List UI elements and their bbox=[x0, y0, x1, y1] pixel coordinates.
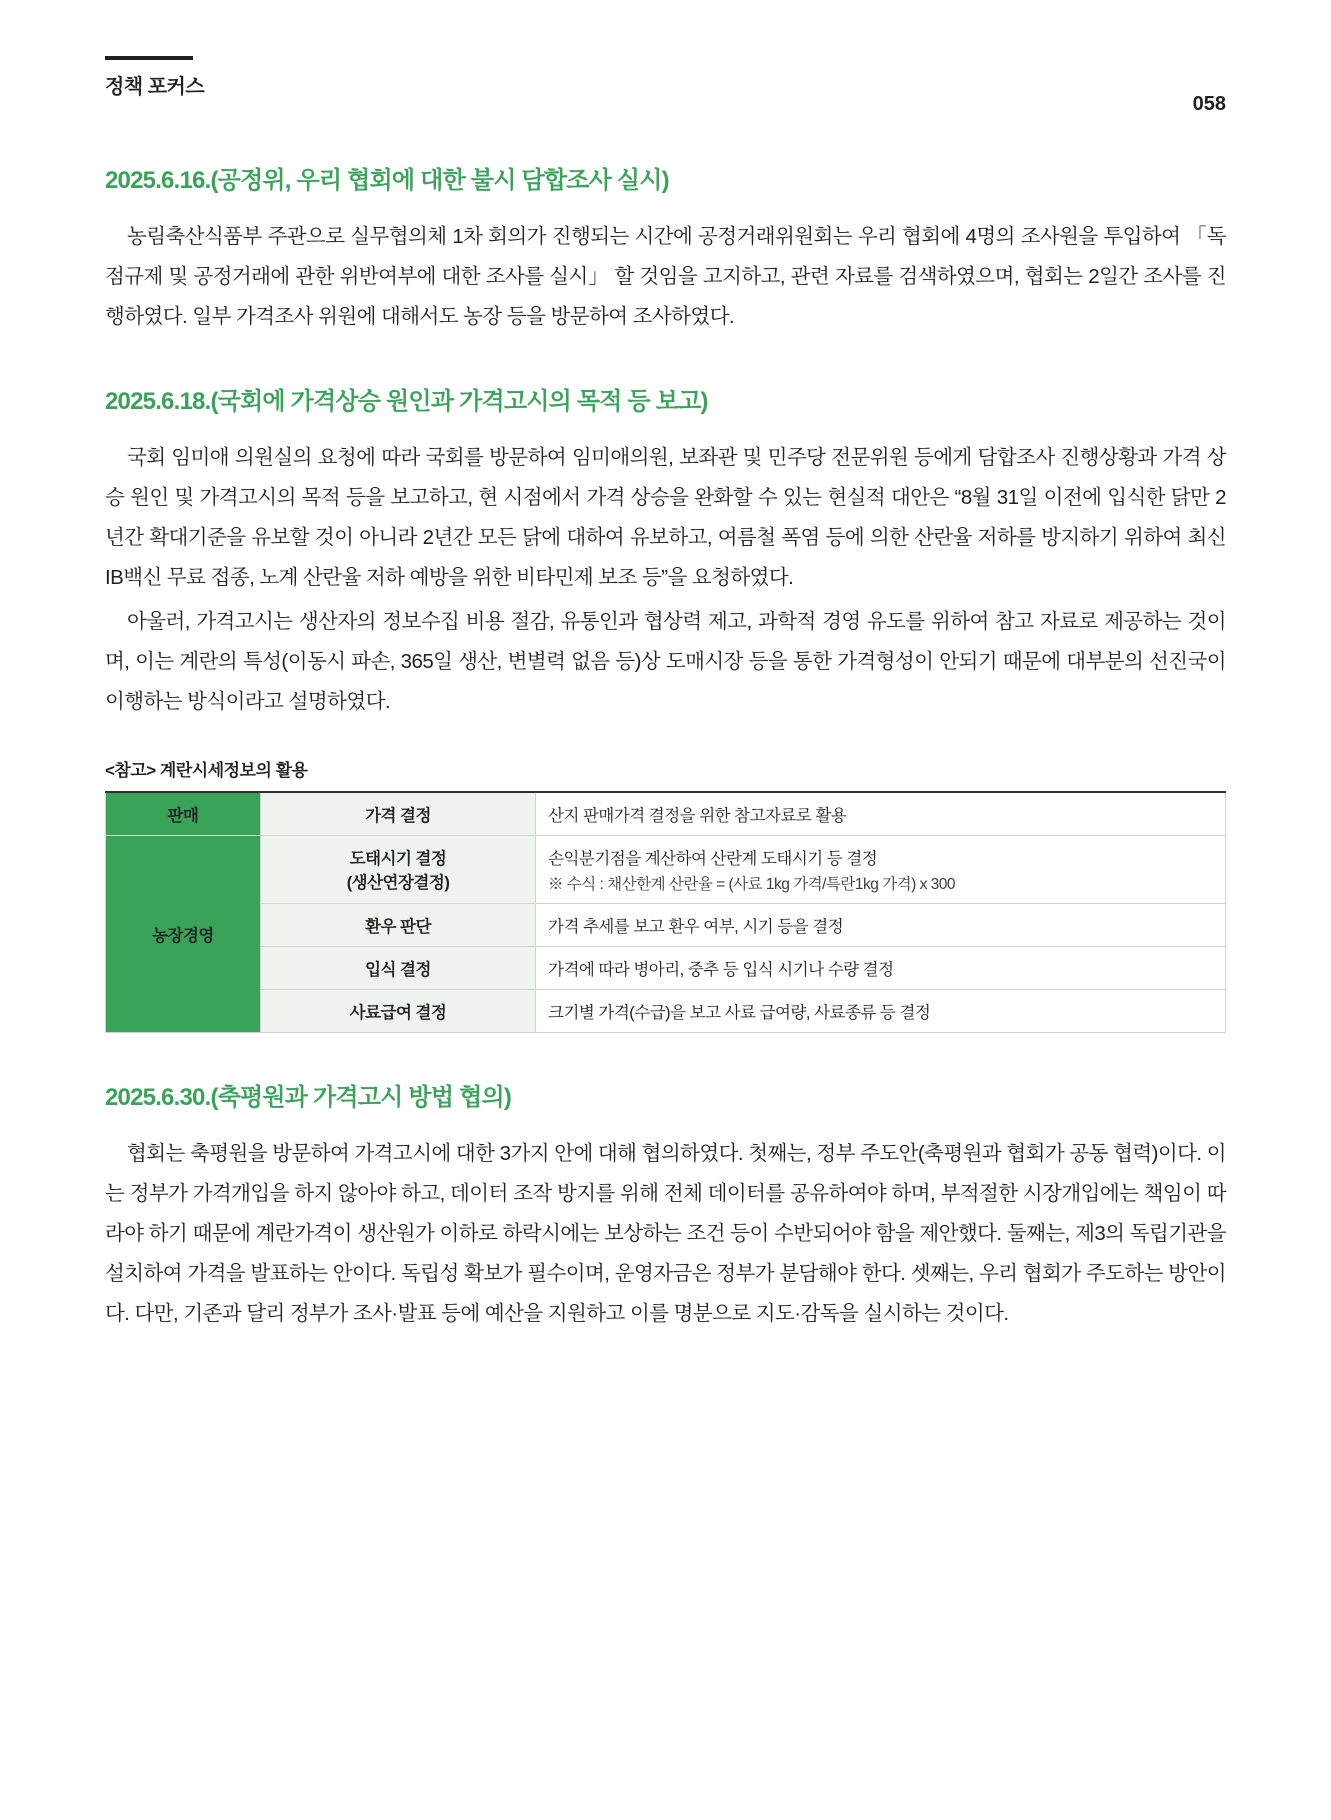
table-item: 환우 판단 bbox=[261, 903, 536, 946]
table-desc bbox=[536, 989, 1226, 1032]
section-heading: 2025.6.16.(공정위, 우리 협회에 대한 불시 담합조사 실시) bbox=[105, 167, 669, 194]
table-caption: <참고> 계란시세정보의 활용 bbox=[105, 760, 308, 780]
page-number: 058 bbox=[1192, 93, 1226, 115]
table-row bbox=[106, 792, 1226, 836]
section-2025-06-18 bbox=[105, 381, 1226, 722]
table-desc-note: ※ 수식 : 채산한계 산란율 = (사료 1kg 가격/특란1kg 가격) x 300 bbox=[548, 875, 955, 893]
page-header bbox=[105, 0, 1226, 116]
header-rule bbox=[105, 56, 193, 60]
section-heading: 2025.6.18.(국회에 가격상승 원인과 가격고시의 목적 등 보고) bbox=[105, 387, 708, 415]
reference-table-block bbox=[105, 756, 1226, 1033]
table-category-farm: 농장경영 bbox=[106, 835, 261, 1032]
table-category-sales: 판매 bbox=[106, 792, 261, 836]
reference-table bbox=[105, 791, 1226, 1033]
section-2025-06-30 bbox=[105, 1077, 1226, 1334]
paragraph: 아울러, 가격고시는 생산자의 정보수집 비용 절감, 유통인과 협상력 제고, 과학적 경영 유도를 위하여 참고 자료로 제공하는 것이며, 이는 계란의 특성(이동시 파손, 365일 생산, 변별력 없음 등)상 도매시장 등을 통한 가격형성이 안되기 때문에 대부분의 선진국이 이행하는 방식이라고 설명하였다. bbox=[105, 609, 1226, 713]
table-row bbox=[106, 989, 1226, 1032]
table-item: 가격 결정 bbox=[261, 792, 536, 836]
table-desc-line: 가격에 따라 병아리, 중추 등 입식 시기나 수량 결정 bbox=[548, 960, 894, 979]
table-desc-line: 크기별 가격(수급)을 보고 사료 급여량, 사료종류 등 결정 bbox=[548, 1003, 931, 1022]
table-desc bbox=[536, 903, 1226, 946]
table-desc-line: 가격 추세를 보고 환우 여부, 시기 등을 결정 bbox=[548, 917, 844, 936]
table-item-sub: (생산연장결정) bbox=[346, 874, 450, 893]
paragraph: 협회는 축평원을 방문하여 가격고시에 대한 3가지 안에 대해 협의하였다. 첫째는, 정부 주도안(축평원과 협회가 공동 협력)이다. 이는 정부가 가격개입을 하지 않아야 하고, 데이터 조작 방지를 위해 전체 데이터를 공유하여야 하며, 부적절한 시장개입에는 책임이 따라야 하기 때문에 계란가격이 생산원가 이하로 하락시에는 보상하는 조건 등이 수반되어야 함을 제안했다. 둘째는, 제3의 독립기관을 설치하여 가격을 발표하는 안이다. 독립성 확보가 필수이며, 운영자금은 정부가 분담해야 한다. 셋째는, 우리 협회가 주도하는 방안이다. 다만, 기존과 달리 정부가 조사·발표 등에 예산을 지원하고 이를 명분으로 지도·감독을 실시하는 것이다. bbox=[105, 1141, 1226, 1325]
table-desc-line: 산지 판매가격 결정을 위한 참고자료로 활용 bbox=[548, 806, 847, 825]
table-item-main: 도태시기 결정 bbox=[349, 850, 447, 869]
section-2025-06-16 bbox=[105, 160, 1226, 337]
table-row bbox=[106, 946, 1226, 989]
table-desc-line: 손익분기점을 계산하여 산란계 도태시기 등 결정 bbox=[548, 849, 878, 868]
table-item: 사료급여 결정 bbox=[261, 989, 536, 1032]
table-desc bbox=[536, 946, 1226, 989]
table-desc bbox=[536, 792, 1226, 836]
table-row bbox=[106, 903, 1226, 946]
paragraph: 국회 임미애 의원실의 요청에 따라 국회를 방문하여 임미애의원, 보좌관 및 민주당 전문위원 등에게 담합조사 진행상황과 가격 상승 원인 및 가격고시의 목적 등을 보고하고, 현 시점에서 가격 상승을 완화할 수 있는 현실적 대안은 “8월 31일 이전에 입식한 닭만 2년간 확대기준을 유보할 것이 아니라 2년간 모든 닭에 대하여 유보하고, 여름철 폭염 등에 의한 산란율 저하를 방지하기 위하여 최신 IB백신 무료 접종, 노계 산란율 저하 예방을 위한 비타민제 보조 등”을 요청하였다. bbox=[105, 445, 1226, 589]
table-item bbox=[261, 835, 536, 903]
paragraph: 농림축산식품부 주관으로 실무협의체 1차 회의가 진행되는 시간에 공정거래위원회는 우리 협회에 4명의 조사원을 투입하여 「독점규제 및 공정거래에 관한 위반여부에 대한 조사를 실시」 할 것임을 고지하고, 관련 자료를 검색하였으며, 협회는 2일간 조사를 진행하였다. 일부 가격조사 위원에 대해서도 농장 등을 방문하여 조사하였다. bbox=[105, 225, 1226, 328]
header-title: 정책 포커스 bbox=[105, 76, 205, 98]
table-row bbox=[106, 835, 1226, 903]
section-heading: 2025.6.30.(축평원과 가격고시 방법 협의) bbox=[105, 1083, 512, 1111]
table-item: 입식 결정 bbox=[261, 946, 536, 989]
table-desc bbox=[536, 835, 1226, 903]
